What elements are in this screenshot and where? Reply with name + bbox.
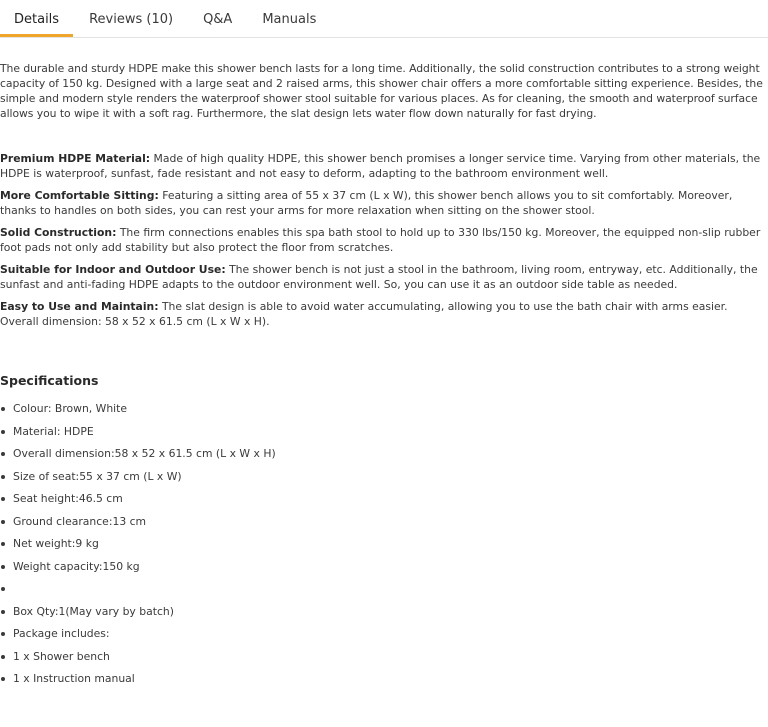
product-tabs xyxy=(0,0,768,38)
spec-item: Overall dimension:58 x 52 x 61.5 cm (L x W x H) xyxy=(0,447,768,470)
spec-item: Material: HDPE xyxy=(0,425,768,448)
tab-manuals[interactable]: Manuals xyxy=(262,12,317,27)
intro-paragraph: The durable and sturdy HDPE make this shower bench lasts for a long time. Additionally, the solid construction contributes to a strong weight capacity of 150 kg. Designed with a large seat and 2 raised arms, this shower chair offers a more comfortable sitting experience. Besides, the simple and modern style renders the waterproof shower stool suitable for various places. As for cleaning, the smooth and waterproof surface allows you to wipe it with a soft rag. Furthermore, the slat design lets water flow down naturally for fast drying. xyxy=(0,62,763,120)
feature-item xyxy=(0,188,768,218)
specifications-list xyxy=(0,402,768,695)
feature-title: Solid Construction: xyxy=(0,226,117,239)
feature-text: The shower bench is not just a stool in the bathroom, living room, entryway, etc. Additionally, the sunfast and anti-fading HDPE adapts to the outdoor environment well. So, you can use it as an outdoor side table as needed. xyxy=(0,263,758,291)
feature-text: Featuring a sitting area of 55 x 37 cm (L x W), this shower bench allows you to sit comfortably. Moreover, thanks to handles on both sides, you can rest your arms for more relaxation when sitting on the shower stool. xyxy=(0,189,733,217)
spec-item: Net weight:9 kg xyxy=(0,537,768,560)
spec-item: Seat height:46.5 cm xyxy=(0,492,768,515)
spec-item: Size of seat:55 x 37 cm (L x W) xyxy=(0,470,768,493)
spec-item-empty xyxy=(0,582,768,605)
feature-text: Made of high quality HDPE, this shower bench promises a longer service time. Varying from other materials, the HDPE is waterproof, sunfast, fade resistant and not easy to deform, adapting to the bathroom environment well. xyxy=(0,152,761,180)
specifications-heading: Specifications xyxy=(0,373,99,388)
spec-item: Package includes: xyxy=(0,627,768,650)
tab-details[interactable]: Details xyxy=(0,0,73,37)
spec-item: Colour: Brown, White xyxy=(0,402,768,425)
feature-item xyxy=(0,299,768,329)
feature-text: The firm connections enables this spa bath stool to hold up to 330 lbs/150 kg. Moreover, the equipped non-slip rubber foot pads not only add stability but also protect the floor from scratches. xyxy=(0,226,761,254)
feature-list xyxy=(0,151,768,329)
feature-title: Easy to Use and Maintain: xyxy=(0,300,159,313)
feature-title: Suitable for Indoor and Outdoor Use: xyxy=(0,263,226,276)
tab-reviews[interactable]: Reviews (10) xyxy=(89,12,174,27)
feature-item xyxy=(0,151,768,181)
feature-text: The slat design is able to avoid water accumulating, allowing you to use the bath chair with arms easier. Overall dimension: 58 x 52 x 61.5 cm (L x W x H). xyxy=(0,300,728,328)
feature-item xyxy=(0,262,768,292)
feature-item xyxy=(0,225,768,255)
tab-qa[interactable]: Q&A xyxy=(203,12,233,27)
spec-item: 1 x Instruction manual xyxy=(0,672,768,695)
feature-title: More Comfortable Sitting: xyxy=(0,189,159,202)
spec-item: 1 x Shower bench xyxy=(0,650,768,673)
spec-item: Weight capacity:150 kg xyxy=(0,560,768,583)
spec-item: Box Qty:1(May vary by batch) xyxy=(0,605,768,628)
details-content xyxy=(0,61,768,695)
feature-title: Premium HDPE Material: xyxy=(0,152,151,165)
spec-item: Ground clearance:13 cm xyxy=(0,515,768,538)
